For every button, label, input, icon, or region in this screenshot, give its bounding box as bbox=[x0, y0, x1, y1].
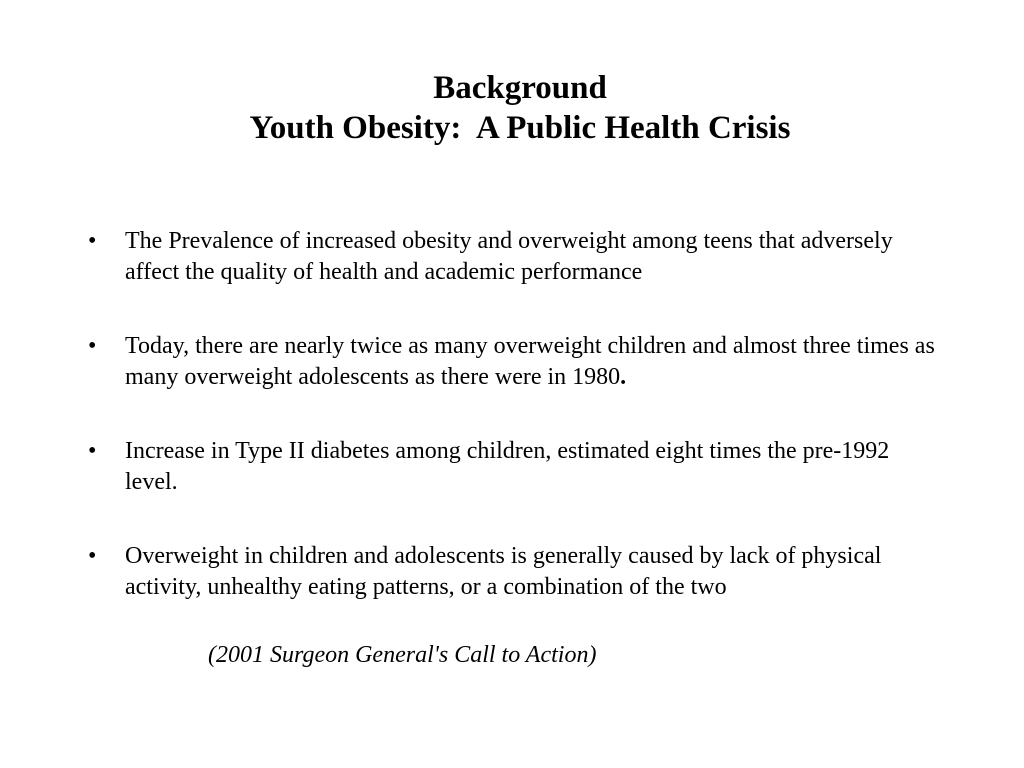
title-line-2: Youth Obesity: A Public Health Crisis bbox=[249, 110, 791, 146]
bullet-text-suffix: . bbox=[620, 364, 627, 390]
bullet-text: Overweight in children and adolescents is generally caused by lack of physical activity, unhealthy eating patterns, or a combination of the two bbox=[125, 543, 882, 600]
bullet-text: Today, there are nearly twice as many overweight children and almost three times as many overweight adolescents as there were in 1980 bbox=[125, 333, 935, 390]
bullet-item bbox=[88, 226, 938, 288]
slide-title bbox=[0, 68, 1024, 148]
bullet-dot-icon: • bbox=[88, 543, 97, 569]
bullet-text: The Prevalence of increased obesity and overweight among teens that adversely affect the quality of health and academic performance bbox=[125, 228, 893, 285]
bullet-list bbox=[88, 226, 938, 646]
bullet-dot-icon: • bbox=[88, 228, 97, 254]
bullet-item bbox=[88, 436, 938, 498]
citation: (2001 Surgeon General's Call to Action) bbox=[208, 642, 597, 668]
bullet-item bbox=[88, 331, 938, 393]
bullet-item bbox=[88, 541, 938, 603]
title-line-1: Background bbox=[433, 70, 607, 106]
bullet-text: Increase in Type II diabetes among children, estimated eight times the pre-1992 level. bbox=[125, 438, 890, 495]
bullet-dot-icon: • bbox=[88, 438, 97, 464]
bullet-dot-icon: • bbox=[88, 333, 97, 359]
